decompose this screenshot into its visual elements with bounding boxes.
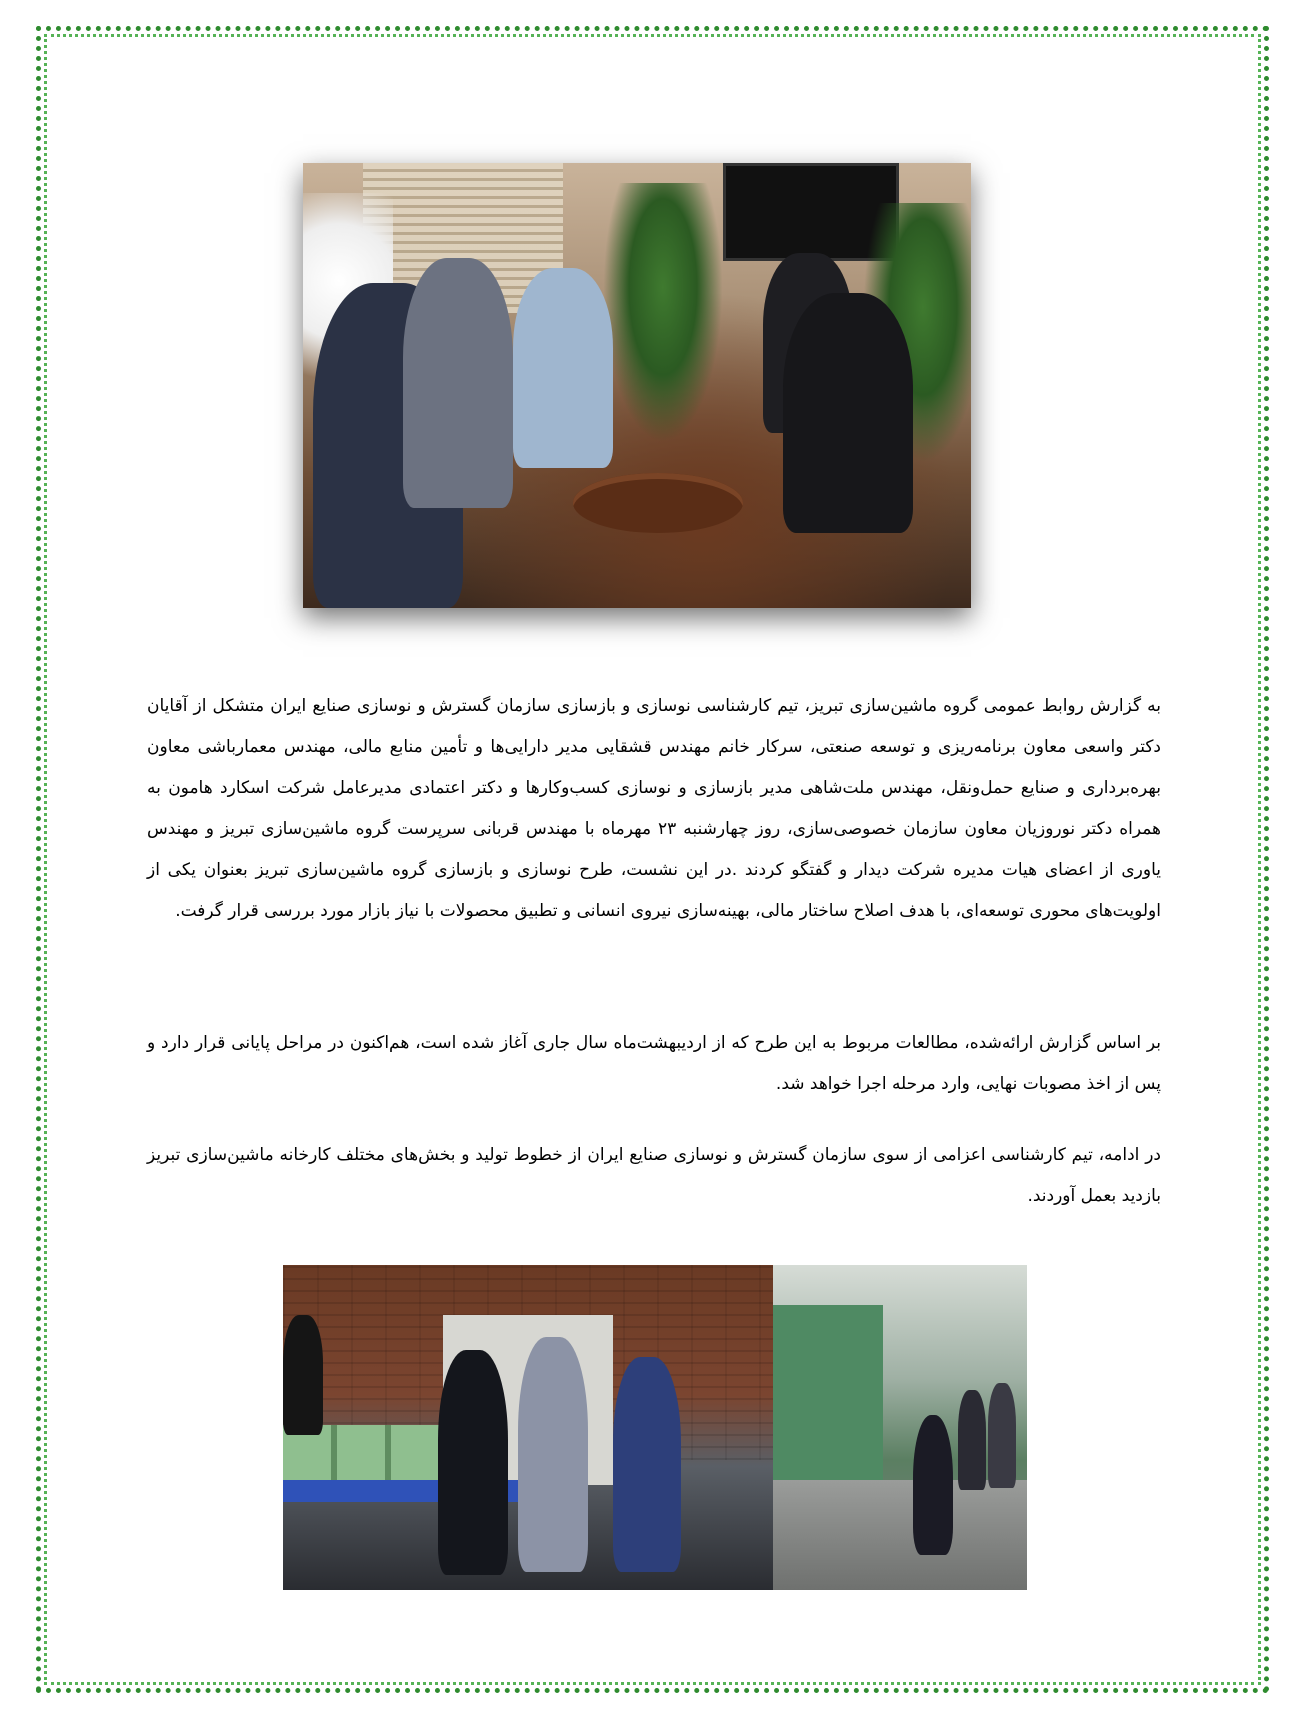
person [988,1383,1016,1488]
person [438,1350,508,1575]
person [283,1315,323,1435]
paragraph-3: در ادامه، تیم کارشناسی اعزامی از سوی سازمان گسترش و نوسازی صنایع ایران از خطوط تولید و بخش‌های مختلف کارخانه ماشین‌سازی تبریز بازدید بعمل آوردند. [147,1145,1161,1206]
person [518,1337,588,1572]
coffee-table [573,473,743,533]
factory-visit-photo-left [283,1265,773,1590]
person [613,1357,681,1572]
meeting-photo [303,163,971,608]
person [958,1390,986,1490]
factory-visit-photo-right [773,1265,1027,1590]
potted-plant [603,183,723,443]
paragraph-2: بر اساس گزارش ارائه‌شده، مطالعات مربوط به این طرح که از اردیبهشت‌ماه سال جاری آغاز شده است، هم‌اکنون در مراحل پایانی قرار دارد و پس از اخذ مصوبات نهایی، وارد مرحله اجرا خواهد شد. [147,1033,1161,1094]
factory-floor [773,1480,1027,1590]
person [913,1415,953,1555]
paragraph-1: به گزارش روابط عمومی گروه ماشین‌سازی تبریز، تیم کارشناسی نوسازی و بازسازی سازمان گسترش و نوسازی صنایع ایران متشکل از آقایان دکتر واسعی معاون برنامه‌ریزی و توسعه صنعتی، سرکار خانم مهندس قشقایی مدیر دارایی‌ها و تأمین منابع مالی، مهندس معمارباشی معاون بهره‌برداری و صنایع حمل‌ونقل، مهندس ملت‌شاهی مدیر بازسازی و نوسازی کسب‌وکارها و دکتر اعتمادی مدیرعامل شرکت اسکارد هامون به همراه دکتر نوروزیان معاون سازمان خصوصی‌سازی، روز چهارشنبه ۲۳ مهرماه با مهندس قربانی سرپرست گروه ماشین‌سازی تبریز و مهندس یاوری از اعضای هیات مدیره شرکت دیدار و گفتگو کردند .در این نشست، طرح نوسازی و بازسازی گروه ماشین‌سازی تبریز بعنوان یکی از اولویت‌های محوری توسعه‌ای، با هدف اصلاح ساختار مالی، بهینه‌سازی نیروی انسانی و تطبیق محصولات با نیاز بازار مورد بررسی قرار گرفت. [147,696,1162,921]
person [403,258,513,508]
person [513,268,613,468]
person [783,293,913,533]
